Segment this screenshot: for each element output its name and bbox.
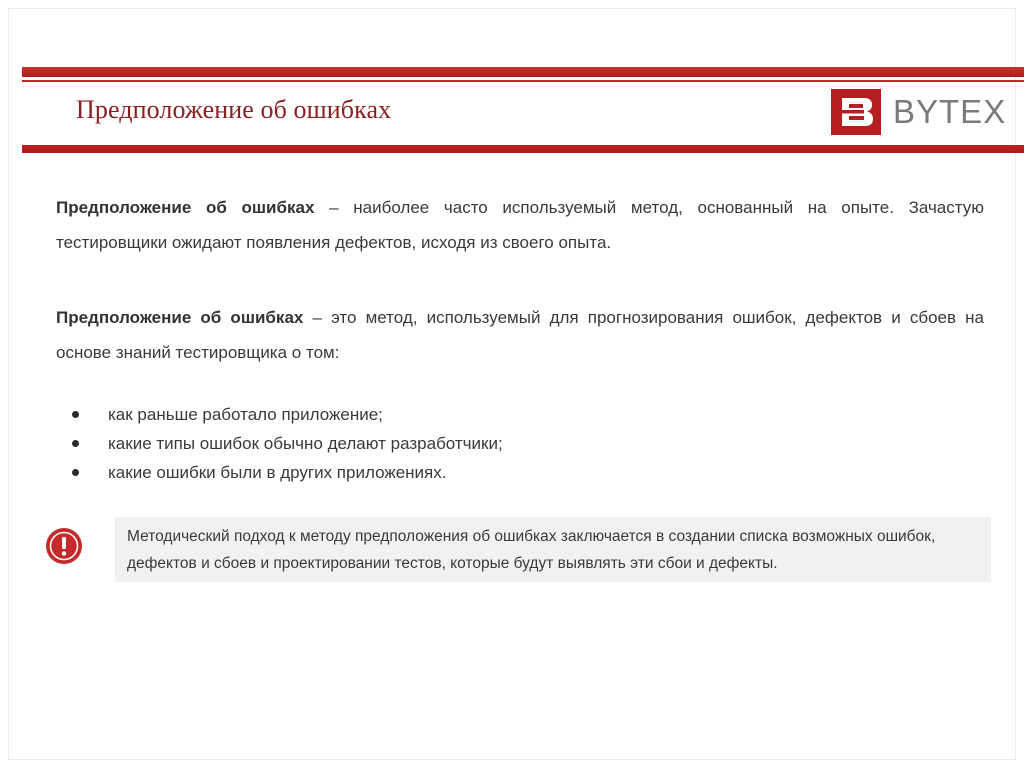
note-box: [115, 517, 991, 582]
paragraph-term: Предположение об ошибках: [56, 198, 315, 217]
bullet-dot-icon: [72, 411, 79, 418]
bullet-dot-icon: [72, 440, 79, 447]
header-top-stripe: [22, 67, 1024, 77]
bytex-logo: [831, 89, 1006, 135]
bullet-list: [56, 400, 956, 487]
list-item: какие ошибки были в других приложениях.: [56, 458, 956, 487]
paragraph-text: – это метод, используемый для прогнозирования ошибок, дефектов и сбоев на основе знаний тестировщика о том:: [56, 308, 984, 362]
bytex-logo-text: BYTEX: [893, 93, 1007, 130]
header-bottom-stripe: [22, 145, 1024, 153]
exclamation-warning-icon: [45, 527, 83, 565]
slide-title: Предположение об ошибках: [76, 95, 392, 124]
list-item: какие типы ошибок обычно делают разработчики;: [56, 429, 956, 458]
bullet-dot-icon: [72, 469, 79, 476]
paragraph-definition: [56, 190, 984, 260]
paragraph-text: – наиболее часто используемый метод, основанный на опыте. Зачастую тестировщики ожидают появления дефектов, исходя из своего опыта.: [56, 198, 984, 252]
paragraph-term: Предположение об ошибках: [56, 308, 304, 327]
paragraph-method: [56, 300, 984, 370]
bytex-logo-icon: [831, 89, 881, 135]
header-top-thin-stripe: [22, 80, 1024, 82]
list-item: как раньше работало приложение;: [56, 400, 956, 429]
note-text: Методический подход к методу предположения об ошибках заключается в создании списка возможных ошибок, дефектов и сбоев и проектировании тестов, которые будут выявлять эти сбои и дефекты.: [127, 528, 936, 572]
